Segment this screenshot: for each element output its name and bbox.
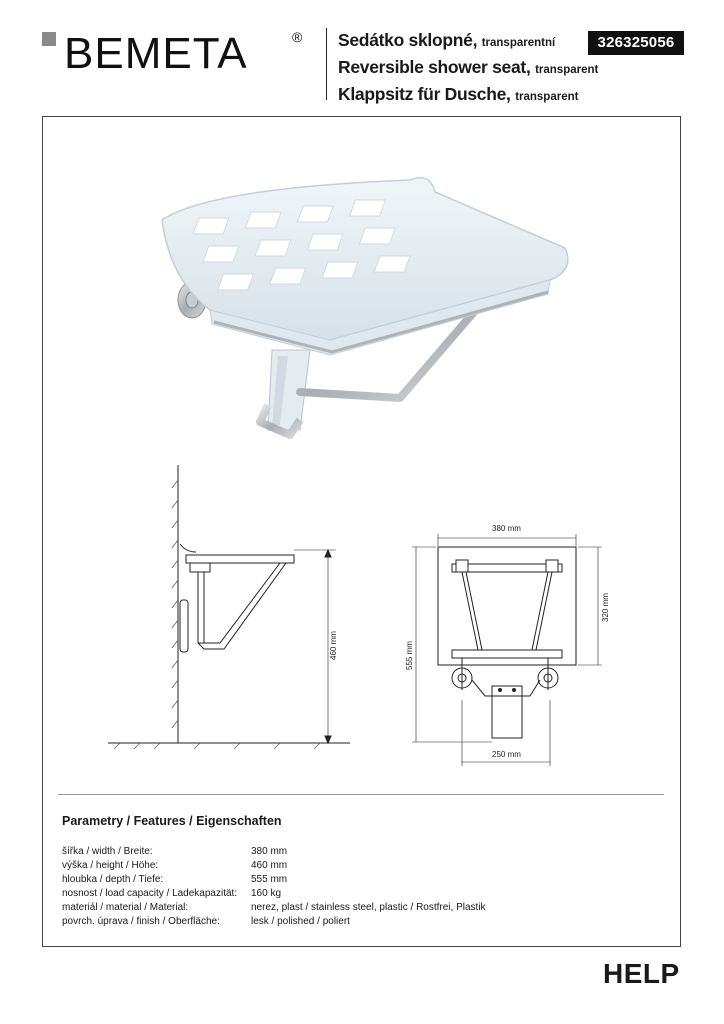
title-en: Reversible shower seat, transparent <box>338 57 599 77</box>
title-cs: Sedátko sklopné, transparentní <box>338 30 556 50</box>
params-heading: Parametry / Features / Eigenschaften <box>62 814 282 828</box>
product-photo <box>150 160 590 450</box>
param-row: šířka / width / Breite: 380 mm <box>62 846 288 857</box>
param-row: hloubka / depth / Tiefe: 555 mm <box>62 874 288 885</box>
param-row: materiál / material / Material: nerez, plast / stainless steel, plastic / Rostfrei, Plastik <box>62 902 486 913</box>
dim-depth: 555 mm <box>405 641 414 670</box>
dim-seat-depth: 320 mm <box>601 593 610 622</box>
param-row: výška / height / Höhe: 460 mm <box>62 860 288 871</box>
section-divider <box>58 794 664 795</box>
side-view <box>108 465 350 749</box>
product-code: 326325056 <box>588 31 684 55</box>
front-view <box>412 534 602 766</box>
product-titles <box>338 28 608 109</box>
dim-width: 380 mm <box>492 524 521 533</box>
title-de: Klappsitz für Dusche, transparent <box>338 84 579 104</box>
technical-drawing <box>100 460 620 770</box>
registered-mark: ® <box>292 29 303 45</box>
param-row: povrch. úprava / finish / Oberfläche: lesk / polished / poliert <box>62 916 350 927</box>
brand-name: BEMETA <box>64 29 248 76</box>
dim-bracket-width: 250 mm <box>492 750 521 759</box>
header-separator <box>326 28 327 100</box>
dim-height: 460 mm <box>329 631 338 660</box>
series-name: HELP <box>603 958 680 989</box>
bemeta-logo <box>42 24 312 76</box>
param-row: nosnost / load capacity / Ladekapazität: 160 kg <box>62 888 282 899</box>
params-table <box>62 845 486 929</box>
